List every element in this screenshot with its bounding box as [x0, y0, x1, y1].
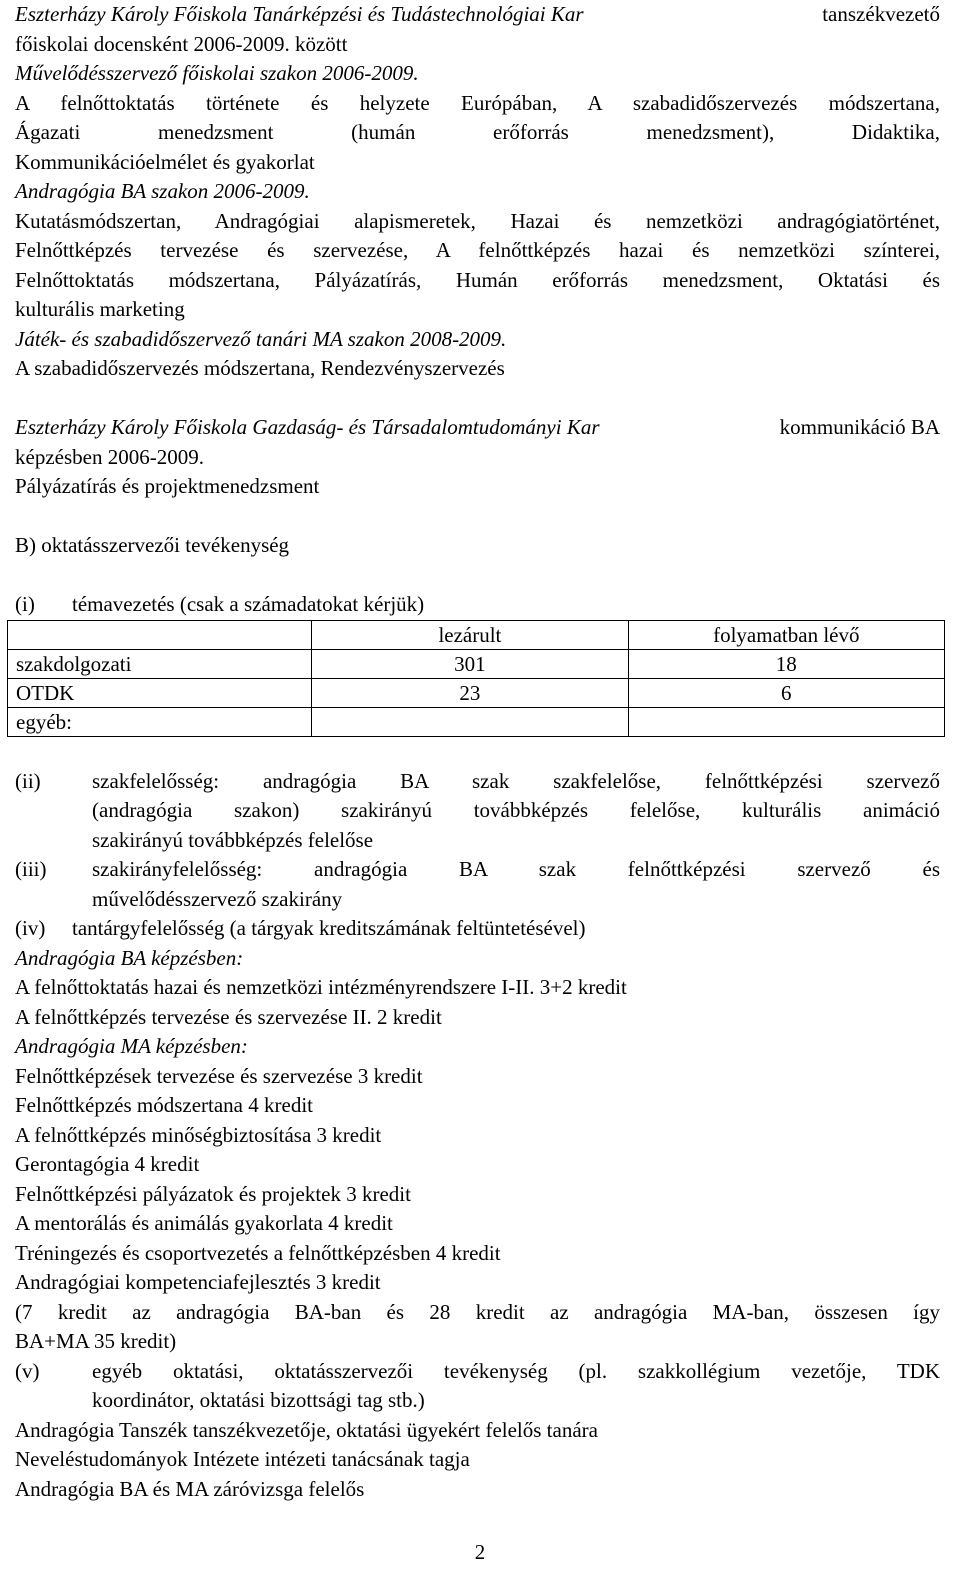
- item-iv: [15, 914, 940, 944]
- table-cell: 6: [628, 678, 944, 707]
- item-iii-line: művelődésszervező szakirány: [92, 886, 343, 911]
- faculty2-program: kommunikáció BA: [779, 415, 940, 439]
- item-ii-line: [15, 796, 940, 826]
- item-ii-label: (ii): [15, 768, 41, 793]
- course-list-line: Kommunikációelmélet és gyakorlat: [15, 149, 315, 174]
- table-header-cell: lezárult: [312, 620, 628, 649]
- table-cell: 18: [628, 649, 944, 678]
- table-cell-label: szakdolgozati: [8, 649, 312, 678]
- program-heading-muvelodes: Művelődésszervező főiskolai szakon 2006-2009.: [15, 61, 419, 85]
- course-list-line: Felnőttoktatás módszertana, Pályázatírás, Humán erőforrás menedzsment, Oktatási és: [15, 267, 940, 292]
- table-cell-label: egyéb:: [8, 707, 312, 736]
- item-iv-text: tantárgyfelelősség (a tárgyak kreditszámának feltüntetésével): [72, 916, 586, 940]
- course-list-line: kulturális marketing: [15, 297, 185, 321]
- faculty2-course: Pályázatírás és projektmenedzsment: [15, 474, 320, 498]
- table-row: [8, 649, 945, 678]
- course-item: A felnőttképzés tervezése és szervezése II. 2 kredit: [15, 1004, 442, 1029]
- course-list-line: Ágazati menedzsment (humán erőforrás menedzsment), Didaktika,: [15, 120, 940, 144]
- table-row: [8, 707, 945, 736]
- spacer: [15, 384, 940, 414]
- table-row: [8, 678, 945, 707]
- item-ii-line-text: (andragógia szakon) szakirányú továbbképzés felelőse, kulturális animáció: [92, 798, 940, 822]
- item-ii: [15, 767, 940, 797]
- course-item: Felnőttképzési pályázatok és projektek 3 kredit: [15, 1181, 411, 1206]
- spacer: [15, 502, 940, 532]
- course-list-line: Kutatásmódszertan, Andragógiai alapismeretek, Hazai és nemzetközi andragógiatörténet,: [15, 208, 940, 233]
- credit-summary: (7 kredit az andragógia BA-ban és 28 kredit az andragógia MA-ban, összesen így: [15, 1299, 940, 1324]
- course-item: Andragógiai kompetenciafejlesztés 3 kredit: [15, 1270, 381, 1294]
- course-item: Gerontagógia 4 kredit: [15, 1152, 200, 1176]
- course-item: A mentorálás és animálás gyakorlata 4 kredit: [15, 1211, 393, 1235]
- item-ii-line: szakfelelősség: andragógia BA szak szakfelelőse, felnőttképzési szervező: [92, 768, 940, 793]
- section-b-heading: B) oktatásszervezői tevékenység: [15, 533, 290, 557]
- faculty-heading-line: [15, 0, 940, 30]
- faculty2-name: Eszterházy Károly Főiskola Gazdaság- és Társadalomtudományi Kar: [15, 415, 600, 439]
- course-item: A felnőttképzés minőségbiztosítása 3 kredit: [15, 1122, 382, 1147]
- page-number: 2: [474, 1540, 486, 1564]
- item-ii-line: szakirányú továbbképzés felelőse: [92, 827, 374, 852]
- table-header-row: [8, 620, 945, 649]
- position-period: főiskolai docensként 2006-2009. között: [15, 31, 348, 56]
- table-header-cell: [8, 620, 312, 649]
- closing-line: Neveléstudományok Intézete intézeti tanácsának tagja: [15, 1447, 470, 1471]
- course-item: Tréningezés és csoportvezetés a felnőttképzésben 4 kredit: [15, 1240, 501, 1265]
- program-heading-andragogia-ba: Andragógia BA szakon 2006-2009.: [15, 179, 310, 203]
- course-list-line: A szabadidőszervezés módszertana, Rendezvényszervezés: [15, 356, 505, 380]
- item-iii-label: (iii): [15, 857, 47, 881]
- course-list-line: Felnőttképzés tervezése és szervezése, A felnőttképzés hazai és nemzetközi színterei,: [15, 238, 940, 262]
- item-i-label: (i): [15, 592, 35, 616]
- course-list-line: A felnőttoktatás története és helyzete Európában, A szabadidőszervezés módszertana,: [15, 90, 940, 115]
- item-i: [15, 590, 940, 620]
- table-cell-label: OTDK: [8, 678, 312, 707]
- ba-courses-heading: Andragógia BA képzésben:: [15, 945, 244, 970]
- course-item: Felnőttképzések tervezése és szervezése 3 kredit: [15, 1063, 423, 1088]
- course-item: Felnőttképzés módszertana 4 kredit: [15, 1093, 313, 1117]
- spacer: [15, 737, 940, 767]
- closing-line: Andragógia BA és MA záróvizsga felelős: [15, 1476, 365, 1501]
- supervision-table: [7, 620, 945, 737]
- document-page: [15, 0, 940, 1504]
- course-item: A felnőttoktatás hazai és nemzetközi intézményrendszere I-II. 3+2 kredit: [15, 975, 627, 999]
- item-v-line: koordinátor, oktatási bizottsági tag stb.): [92, 1388, 425, 1412]
- table-header-cell: folyamatban lévő: [628, 620, 944, 649]
- item-iv-label: (iv): [15, 916, 46, 940]
- item-v: [15, 1357, 940, 1387]
- faculty-name: Eszterházy Károly Főiskola Tanárképzési és Tudástechnológiai Kar: [15, 2, 584, 26]
- table-cell: [312, 707, 628, 736]
- table-cell: 301: [312, 649, 628, 678]
- item-iii: [15, 855, 940, 885]
- position-title: tanszékvezető: [822, 2, 940, 26]
- program-heading-jatek-ma: Játék- és szabadidőszervező tanári MA szakon 2008-2009.: [15, 326, 507, 351]
- credit-summary: BA+MA 35 kredit): [15, 1329, 177, 1353]
- item-v-line: egyéb oktatási, oktatásszervezői tevékenység (pl. szakkollégium vezetője, TDK: [92, 1358, 940, 1383]
- item-iii-line: szakirányfelelősség: andragógia BA szak felnőttképzési szervező és: [92, 857, 940, 881]
- table-cell: [628, 707, 944, 736]
- spacer: [15, 561, 940, 591]
- table-cell: 23: [312, 678, 628, 707]
- ma-courses-heading: Andragógia MA képzésben:: [15, 1034, 248, 1058]
- faculty2-heading: [15, 413, 940, 443]
- closing-line: Andragógia Tanszék tanszékvezetője, oktatási ügyekért felelős tanára: [15, 1417, 598, 1442]
- item-i-text: témavezetés (csak a számadatokat kérjük): [72, 592, 425, 616]
- faculty2-period: képzésben 2006-2009.: [15, 444, 204, 469]
- item-v-label: (v): [15, 1358, 40, 1383]
